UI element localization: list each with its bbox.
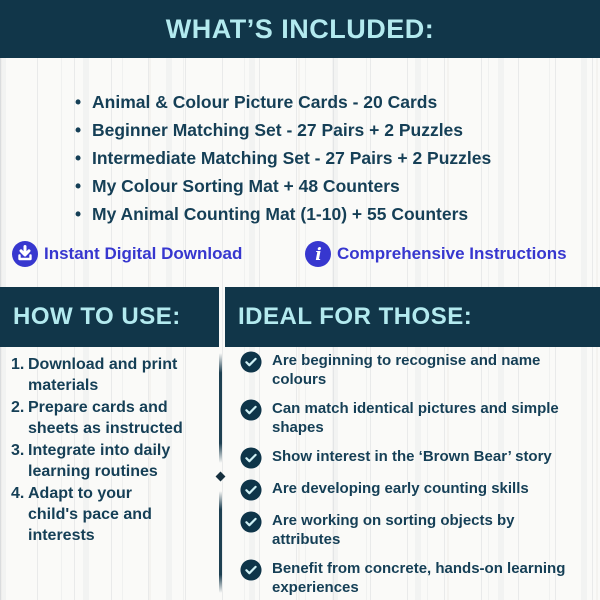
divider-diamond [216,472,226,482]
checkmark-icon [240,511,262,533]
check-label: Are developing early counting skills [272,480,529,497]
svg-text:i: i [315,244,322,265]
step-item: Download and print materials [28,356,178,394]
check-item [240,511,592,549]
checkmark-icon [240,351,262,373]
included-item: • My Animal Counting Mat (1-10) + 55 Counters [75,200,491,228]
column-divider-bottom [219,491,222,593]
step-item: Adapt to your child's pace and interests [28,485,152,544]
how-to-use-title: HOW TO USE: [13,303,181,330]
check-label: Show interest in the ‘Brown Bear’ story [272,448,552,465]
checkmark-icon [240,479,262,501]
check-item [240,447,592,469]
download-icon [12,241,38,267]
ideal-for-title: IDEAL FOR THOSE: [238,303,473,330]
whats-included-banner [0,0,600,58]
check-item [240,351,592,389]
ideal-for-list [240,351,592,597]
ideal-for-banner [225,287,600,347]
check-item [240,559,592,597]
how-to-use-steps [11,354,183,547]
check-label: Can match identical pictures and simple shapes [272,400,559,436]
included-item: • Animal & Colour Picture Cards - 20 Cards [75,88,491,116]
checkmark-icon [240,559,262,581]
check-item [240,399,592,437]
feature-label: Instant Digital Download [44,243,243,263]
included-item: • Intermediate Matching Set - 27 Pairs + 2 Puzzles [75,144,491,172]
check-label: Benefit from concrete, hands-on learning experiences [272,560,566,596]
column-divider-top [219,353,222,463]
included-item: • Beginner Matching Set - 27 Pairs + 2 Puzzles [75,116,491,144]
check-label: Are beginning to recognise and name colours [272,352,541,388]
step-item: Prepare cards and sheets as instructed [28,399,183,437]
check-item [240,479,592,501]
check-label: Are working on sorting objects by attributes [272,512,515,548]
step-item: Integrate into daily learning routines [28,442,171,480]
included-list [75,88,491,228]
checkmark-icon [240,447,262,469]
checkmark-icon [240,399,262,421]
feature-digital-download [12,240,242,267]
feature-label: Comprehensive Instructions [337,243,567,263]
feature-instructions [305,240,567,267]
how-to-use-banner [0,287,219,347]
whats-included-title: WHAT’S INCLUDED: [165,13,435,44]
info-icon [305,241,331,267]
included-item: • My Colour Sorting Mat + 48 Counters [75,172,491,200]
